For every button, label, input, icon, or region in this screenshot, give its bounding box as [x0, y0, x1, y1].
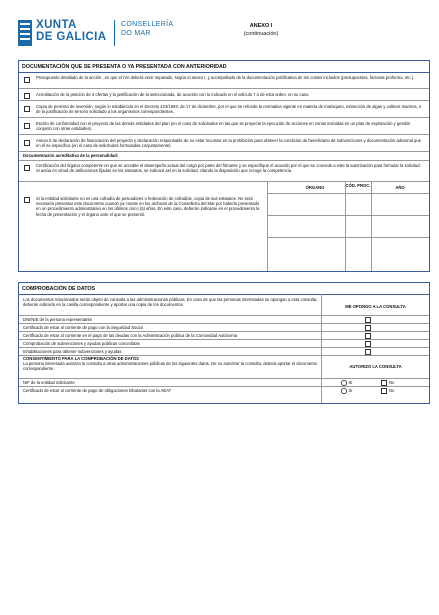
divider: [19, 88, 429, 89]
radio-icon: [341, 388, 347, 394]
opposition-header: ME OPONGO A LA CONSULTA: [345, 304, 406, 309]
data-row-disqualifications: Inhabilitaciones para obtener subvenciones y ayudas: [23, 349, 122, 354]
doc-checkbox-offers[interactable]: [24, 93, 30, 99]
doc-checkbox-permit[interactable]: [24, 106, 30, 112]
divider: [19, 134, 429, 135]
col-header-ano: AÑO: [395, 185, 405, 190]
doc-item-budget: Presupuesto detallado de la acción , en que el IVA deberá venir separado, según el anexo I, y acompañado de la documentación justificativa de los costes incluidos (presupuestos, facturas proforma, etc.).: [36, 75, 415, 80]
documentation-section: [18, 60, 430, 272]
divider: [19, 181, 429, 182]
section-title: DOCUMENTACIÓN QUE SE PRESENTA O YA PRESENTADA CON ANTERIORIDAD: [22, 64, 227, 70]
divider: [19, 100, 429, 101]
divider: [19, 294, 429, 295]
divider: [267, 193, 429, 194]
col-header-organo: ÓRGANO: [305, 185, 325, 190]
doc-item-offers: Acreditación de la petición de 3 ofertas y la justificación de la seleccionada, de acuerdo con lo indicado en el artículo 7.4 de esta orden, en su caso.: [36, 92, 310, 97]
logo-divider: [114, 20, 115, 46]
divider: [19, 151, 429, 152]
doc-checkbox-certification[interactable]: [24, 165, 30, 171]
data-row-regional-debts: Certificado de estar al corriente en el pago de las deudas con la Administración pública de la Comunidad Autónoma: [23, 333, 238, 338]
consent-title: CONSENTIMIENTO PARA LA COMPROBACIÓN DE DATOS: [23, 356, 139, 361]
divider: [19, 378, 429, 379]
divider: [267, 181, 268, 271]
divider: [19, 315, 429, 316]
data-row-social-security: Certificado de estar al corriente de pago con la Seguridad Social: [23, 325, 143, 330]
authorize-header: AUTORIZO LA CONSULTA: [349, 364, 402, 369]
section-title: COMPROBACIÓN DE DATOS: [22, 286, 96, 292]
consent-intro: La persona interesada autoriza la consulta a otras administraciones públicas de los siguientes datos. De no autorizar la consulta, deberá aportar el documento correspondiente.: [23, 361, 317, 372]
divider: [19, 72, 429, 73]
radio-icon: [341, 380, 347, 386]
xunta-emblem-icon: [18, 20, 32, 46]
consent-row-aeat: Certificado de estar al corriente de pago de obligaciones tributarias con la AEAT: [23, 388, 172, 393]
divider: [19, 323, 429, 324]
doc-item-conformity: Escrito de conformidad con el proyecto de las demás entidades del plan (en el caso de solicitudes en las que se proyecte la ejecución de acciones en zonas incluidas en un plan de explotación y gestión conjunto con otras entidades).: [36, 121, 411, 132]
page-header: [18, 18, 428, 50]
doc-checkbox-annex2[interactable]: [24, 140, 30, 146]
annex-title: ANEXO I (continuación): [243, 23, 279, 37]
divider: [345, 181, 346, 271]
no-label-nif: No: [389, 380, 395, 385]
consent-row-nif: NIF de la entidad solicitante: [23, 380, 75, 385]
yes-radio-aeat[interactable]: Sí: [341, 388, 352, 394]
divider: [19, 331, 429, 332]
divider: [267, 215, 429, 216]
conselleria-name: CONSELLERÍA DO MAR: [121, 21, 174, 37]
col-header-cod-proc: CÓD. PROC.: [345, 183, 371, 188]
divider: [19, 347, 429, 348]
doc-checkbox-budget[interactable]: [24, 77, 30, 83]
data-row-subsidies: Comprobación de subvenciones y ayudas públicas concedidas: [23, 341, 140, 346]
no-label-aeat: No: [389, 388, 395, 393]
divider: [371, 181, 372, 271]
doc-item-annex2: Anexo II de declaración de financiación del proyecto y declaración responsable de no estar incursas en la prohibición para obtener la condición de beneficiario de subvenciones y documentación adicional que en él se especifica (en el caso de solicitudes formuladas conjuntamente): [36, 138, 422, 149]
doc-item-permit: Copia de permiso de inversión, según lo establecido en el Decreto 423/1993, de 17 de diciembre, por el que se refunde la normativa vigente en materia de marisqueo, extracción de algas y cultivos marinos, o de la justificación de terrorio solicitado a los organismos correspondientes.: [36, 104, 422, 115]
divider: [19, 117, 429, 118]
divider: [19, 339, 429, 340]
data-check-section: [18, 282, 430, 404]
data-row-dni: DNI/NIE de la persona representante: [23, 317, 92, 322]
doc-item-certification-text: Certificación del órgano competente en que se acredite el desempeño actual del cargo por parte del firmante y se especifique el acuerdo por el que se concede a este la autorización para formular la solicitud. Si actúa en virtud de atribuciones fijadas en los estatutos, se indicará así en la solicitud, citando la disposición que recoge la competencia.: [36, 163, 421, 174]
personality-subtitle: Documentación acreditativa de la personalidad:: [23, 153, 119, 158]
doc-item-statutes: Si la entidad solicitante no es una cofradía de pescadores o federación de cofradías, copia de sus estatutos. No será necesario presentar este documento cuando ya conste en los archivos de la Consellería del Mar por haberlo presentado en un procedimiento administrativo en los últimos cinco (5) años. En este caso, deberán indicarse en el procedimiento la fecha de presentación y el órgano ante el que se presentó.: [36, 196, 260, 217]
doc-checkbox-statutes[interactable]: [24, 197, 30, 203]
divider: [19, 386, 429, 387]
divider: [19, 160, 429, 161]
divider: [267, 237, 429, 238]
no-checkbox-aeat[interactable]: [381, 388, 387, 394]
xunta-logo-text: XUNTA DE GALICIA: [36, 19, 107, 43]
yes-radio-nif[interactable]: Sí: [341, 380, 352, 386]
doc-checkbox-conformity[interactable]: [24, 123, 30, 129]
data-check-intro: Los documentos relacionados serán objeto de consulta a las administraciones públicas. En caso de que las personas interesadas se opongan a esta consulta, deberán indicarlo en la casilla correspondiente y aportar una copia de los documentos.: [23, 297, 318, 308]
